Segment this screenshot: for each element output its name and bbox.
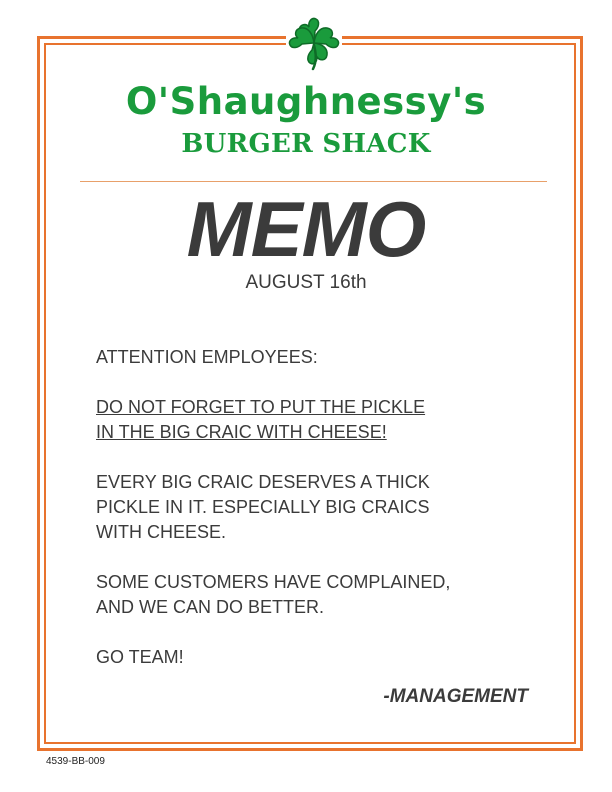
memo-greeting: ATTENTION EMPLOYEES: (96, 347, 318, 367)
memo-body (96, 345, 536, 670)
brand-subtitle: BURGER SHACK (181, 129, 431, 159)
memo-closing: GO TEAM! (96, 647, 184, 667)
brand-name: O'Shaughnessy's (125, 80, 487, 123)
document-code: 4539-BB-009 (46, 756, 105, 767)
memo-important-line-2: IN THE BIG CRAIC WITH CHEESE! (96, 422, 387, 442)
memo-paragraph-1-line-1: EVERY BIG CRAIC DESERVES A THICK (96, 472, 430, 492)
memo-paragraph-1-line-2: PICKLE IN IT. ESPECIALLY BIG CRAICS (96, 497, 430, 517)
memo-signature: -MANAGEMENT (383, 686, 528, 707)
memo-title: MEMO (186, 185, 426, 273)
memo-paragraph-1-line-3: WITH CHEESE. (96, 522, 227, 542)
memo-paragraph-2-line-2: AND WE CAN DO BETTER. (96, 597, 325, 617)
header-divider (80, 181, 547, 182)
memo-paragraph-2-line-1: SOME CUSTOMERS HAVE COMPLAINED, (96, 572, 451, 592)
memo-important-line-1: DO NOT FORGET TO PUT THE PICKLE (96, 397, 426, 417)
shamrock-icon (286, 13, 342, 71)
memo-date: AUGUST 16th (245, 272, 367, 293)
